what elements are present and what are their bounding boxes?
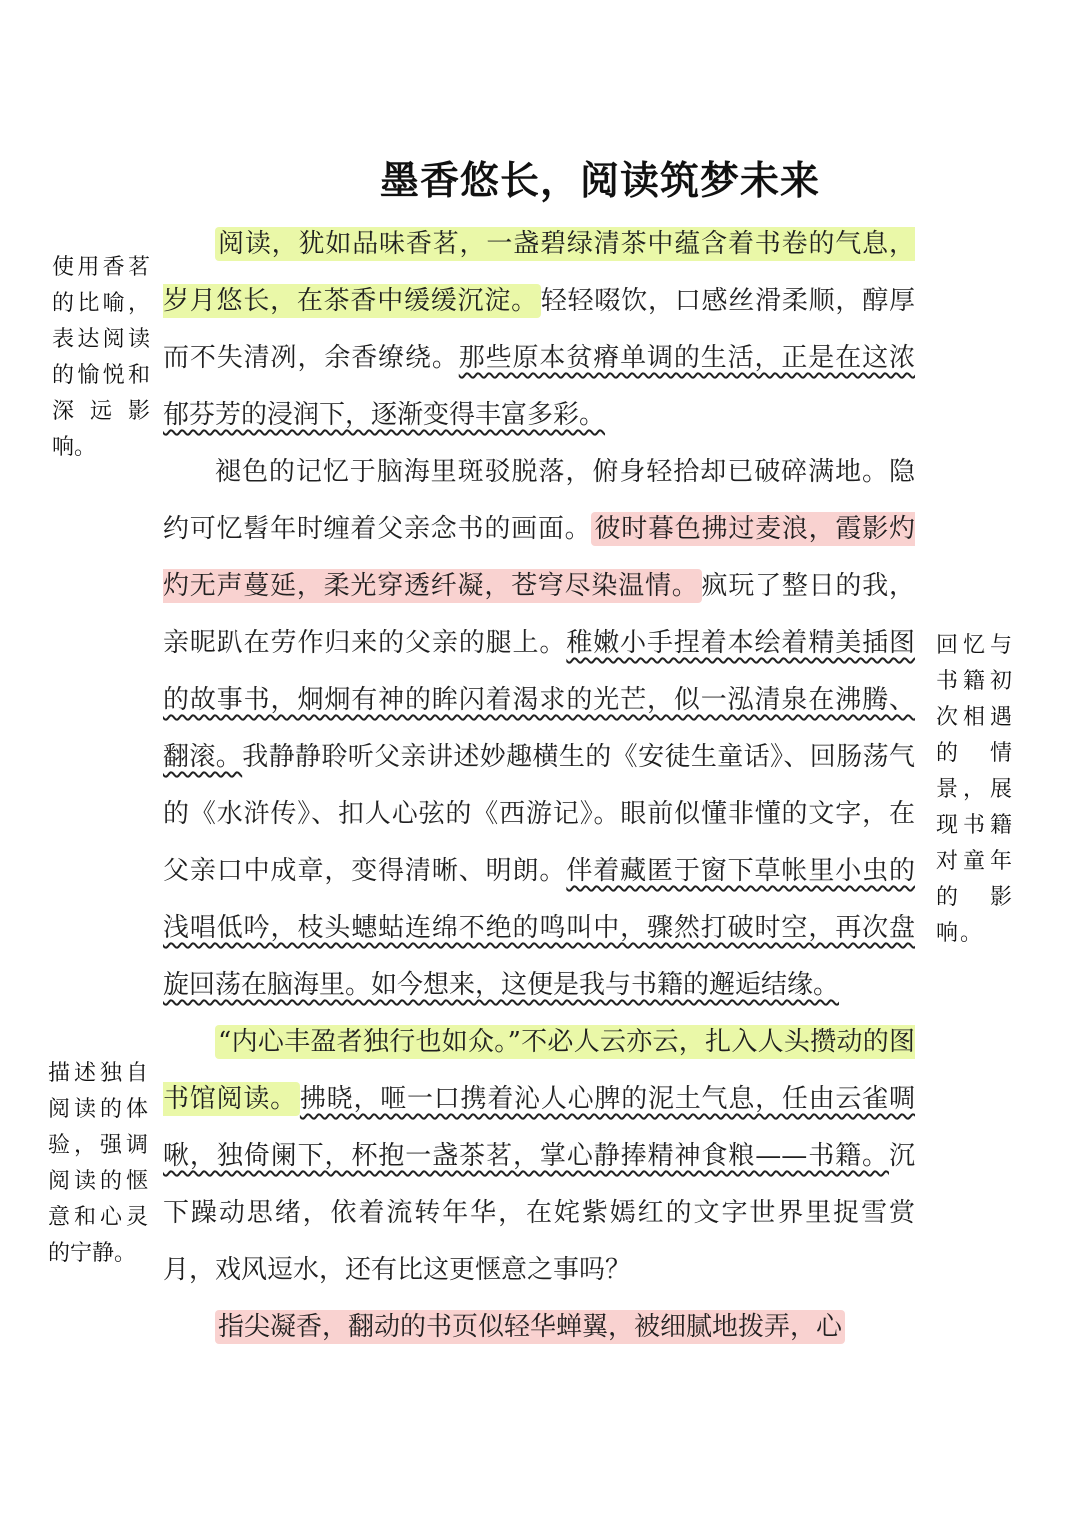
margin-note-childhood-memory: 回忆与书籍初次相遇的情景，展现书籍对童年的影响。 bbox=[936, 633, 1014, 946]
paragraph-2 bbox=[163, 444, 915, 1014]
plain-text: 沉下躁动思绪，依着流转年华，在姹紫嫣红的文字世界里捉雪赏月，戏风逗水，还有比这更惬意之事吗？ bbox=[163, 1141, 915, 1285]
wavy-underline: 拂晓，咂一口携着沁人心脾的泥土气息，任由云雀啁啾，独倚阑下，杯抱一盏茶茗，掌心静捧精神食粮——书籍。 bbox=[163, 1084, 915, 1171]
paragraph-4 bbox=[163, 1299, 915, 1356]
highlight-pink: 彼时暮色拂过麦浪，霞影灼灼无声蔓延，柔光穿透纤凝，苍穹尽染温情。 bbox=[163, 514, 915, 601]
essay-body bbox=[163, 216, 915, 1356]
paragraph-3 bbox=[163, 1014, 915, 1299]
wavy-underline: 那些原本贫瘠单调的生活，正是在这浓郁芬芳的浸润下，逐渐变得丰富多彩。 bbox=[163, 343, 915, 430]
highlight-green: “内心丰盈者独行也如众。”不必人云亦云，扎入人头攒动的图书馆阅读。 bbox=[163, 1027, 915, 1114]
plain-text: 我静静聆听父亲讲述妙趣横生的《安徒生童话》、回肠荡气的《水浒传》、扣人心弦的《西游记》。眼前似懂非懂的文字，在父亲口中成章，变得清晰、明朗。 bbox=[163, 742, 915, 886]
plain-text: 疯玩了整日的我，亲昵趴在劳作归来的父亲的腿上。 bbox=[163, 571, 915, 658]
highlight-green: 阅读，犹如品味香茗，一盏碧绿清茶中蕴含着书卷的气息，岁月悠长，在茶香中缓缓沉淀。 bbox=[163, 229, 915, 316]
plain-text: 轻轻啜饮，口感丝滑柔顺，醇厚而不失清冽，余香缭绕。 bbox=[163, 286, 915, 373]
wavy-underline: 稚嫩小手捏着本绘着精美插图的故事书，炯炯有神的眸闪着渴求的光芒，似一泓清泉在沸腾、翻滚。 bbox=[163, 628, 915, 772]
paragraph-1 bbox=[163, 216, 915, 444]
page-title: 墨香悠长，阅读筑梦未来 bbox=[379, 159, 820, 204]
wavy-underline: 伴着藏匿于窗下草帐里小虫的浅唱低吟，枝头蟪蛄连绵不绝的鸣叫中，骤然打破时空，再次盘旋回荡在脑海里。如今想来，这便是我与书籍的邂逅结缘。 bbox=[163, 856, 915, 1000]
highlight-pink: 指尖凝香，翻动的书页似轻华蝉翼，被细腻地拨弄，心 bbox=[215, 1310, 845, 1344]
plain-text: 褪色的记忆于脑海里斑驳脱落，俯身轻拾却已破碎满地。隐约可忆髫年时缠着父亲念书的画面。 bbox=[163, 457, 915, 544]
margin-note-tea-metaphor: 使用香茗的比喻，表达阅读的愉悦和深远影响。 bbox=[52, 255, 150, 460]
margin-note-solitary-reading: 描述独自阅读的体验，强调阅读的惬意和心灵的宁静。 bbox=[48, 1061, 148, 1266]
